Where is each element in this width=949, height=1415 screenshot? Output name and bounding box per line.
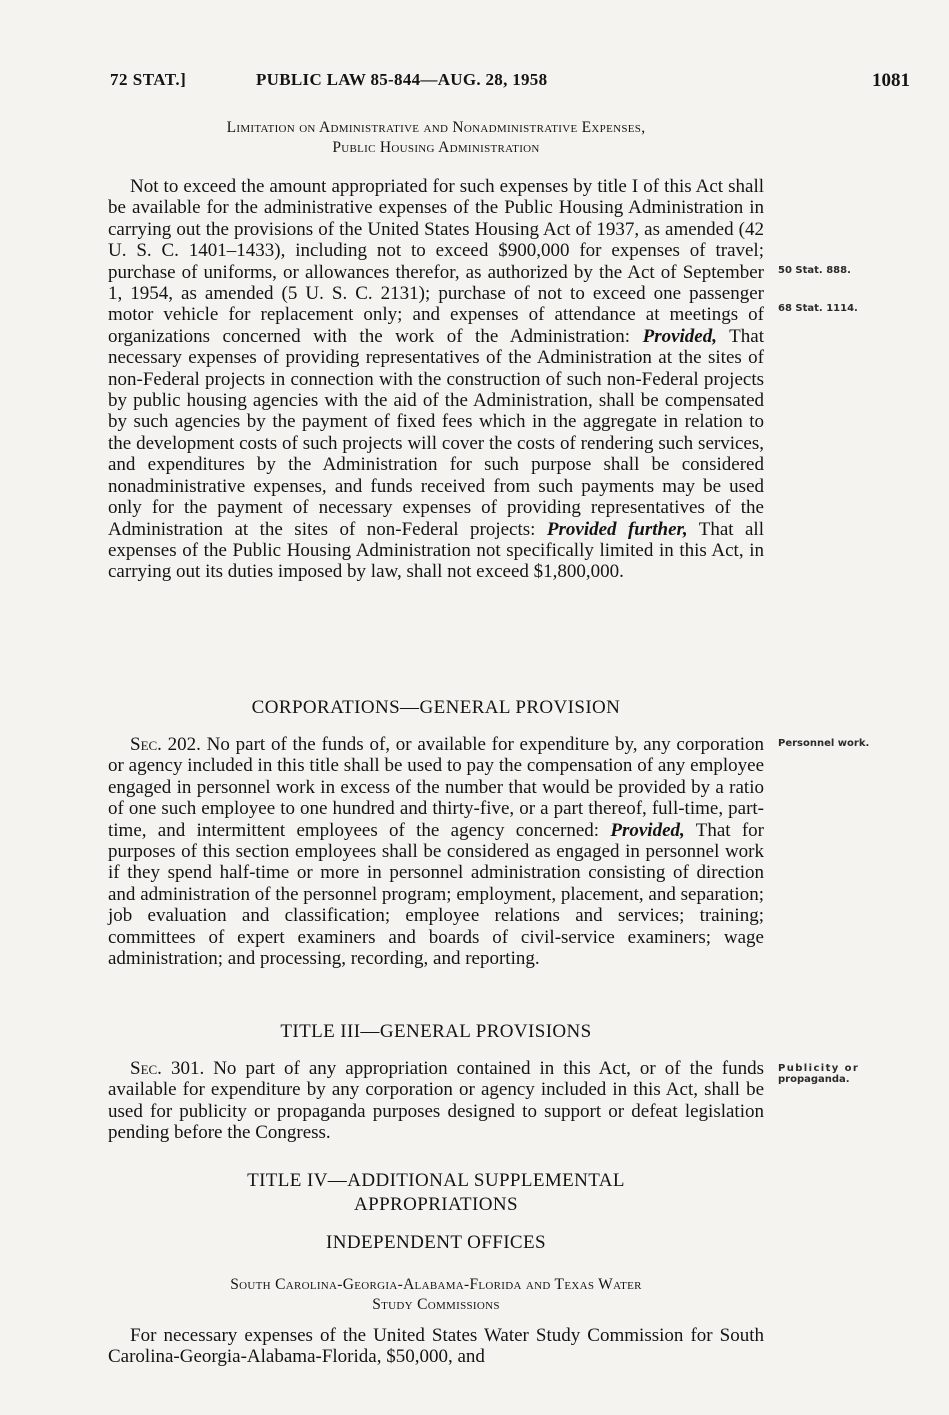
running-head: [110, 70, 910, 94]
paragraph-text: That all expenses of the Public Housing Administration not specifically limited in this Act, in carrying out its duties imposed by law, shall not exceed $1,800,000.: [108, 518, 764, 583]
body-paragraph: [108, 1325, 764, 1368]
section-title-iv: [108, 1169, 764, 1217]
section-heading: TITLE IV—ADDITIONAL SUPPLEMENTAL: [247, 1170, 625, 1191]
section-title-iii: [108, 1020, 764, 1044]
section-pha-expenses: [108, 118, 764, 158]
paragraph-text: That for purposes of this section employees shall be considered as engaged in personnel work if they spend half-time or more in personnel administration consisting of direction and administration of the personnel program; employment, placement, and separation; job evaluation and classification; employee relations and services; training; committees of expert examiners and boards of civil-service examiners; wage administration; and processing, recording, and reporting.: [108, 819, 764, 970]
paragraph-pha-expenses: [108, 176, 764, 583]
body-paragraph: [108, 176, 764, 583]
margin-note-line: Publicity or: [778, 1063, 860, 1074]
agency-heading-line: Study Commissions: [372, 1296, 500, 1313]
proviso-italic: Provided,: [610, 819, 685, 841]
body-paragraph: [108, 1058, 764, 1144]
paragraph-sec-202: [108, 734, 764, 969]
section-label: Sec. 202.: [130, 734, 201, 755]
subheading: INDEPENDENT OFFICES: [326, 1232, 546, 1253]
paragraph-text: No part of any appropriation contained in this Act, or of the funds available for expenditure by any corporation or agency included in this Act, shall be used for publicity or propaganda purposes designed to support or defeat legislation pending before the Congress.: [108, 1058, 765, 1144]
paragraph-text: Not to exceed the amount appropriated for such expenses by title I of this Act shall be available for the administrative expenses of the Public Housing Administration in carrying out the provisions of the United States Housing Act of 1937, as amended (42 U. S. C. 1401–1433), including not to exceed $900,000 for expenses of travel; purchase of uniforms, or allowances therefor, as authorized by the Act of September 1, 1954, as amended (5 U. S. C. 2131); purchase of not to exceed one passenger motor vehicle for replacement only; and expenses of attendance at meetings of organizations concerned with the work of the Administration:: [108, 176, 764, 347]
margin-note-line: propaganda.: [778, 1074, 850, 1085]
section-corporations: [108, 696, 764, 720]
margin-note: 50 Stat. 888.: [778, 265, 851, 276]
section-heading: APPROPRIATIONS: [354, 1194, 518, 1215]
volume-citation: 72 STAT.]: [110, 70, 187, 89]
margin-note: [778, 1063, 928, 1085]
proviso-italic: Provided,: [642, 325, 717, 347]
section-heading: Limitation on Administrative and Nonadministrative Expenses,: [226, 119, 646, 136]
paragraph-text: That necessary expenses of providing representatives of the Administration at the sites of non-Federal projects in connection with the construction of such non-Federal projects by public housing agencies with the aid of the Administration, shall be compensated by such agencies by the payment of fixed fees which in the aggregate in relation to the development costs of such projects will cover the costs of rendering such services, and expenditures by the Administration for such purpose shall be considered nonadministrative expenses, and funds received from such payments may be used only for the payment of necessary expenses of providing representatives of the Administration at the sites of non-Federal projects:: [108, 325, 764, 540]
paragraph-sec-301: [108, 1058, 764, 1144]
subheading-independent-offices: [108, 1231, 764, 1255]
section-heading: CORPORATIONS—GENERAL PROVISION: [251, 697, 621, 718]
body-paragraph: [108, 734, 764, 969]
law-title: PUBLIC LAW 85-844—AUG. 28, 1958: [256, 70, 548, 89]
paragraph-water-study: [108, 1325, 764, 1368]
margin-note: 68 Stat. 1114.: [778, 303, 858, 314]
section-label: Sec. 301.: [130, 1058, 205, 1079]
paragraph-text: No part of the funds of, or available for expenditure by, any corporation or agency included in this title shall be used to pay the compensation of any employee engaged in personnel work in excess of the number that would be provided by a ratio of one such employee to one hundred and thirty-five, or a part thereof, full-time, part-time, and intermittent employees of the agency concerned:: [108, 734, 765, 841]
agency-heading: [108, 1275, 764, 1315]
section-heading: Public Housing Administration: [332, 139, 540, 156]
paragraph-text: For necessary expenses of the United States Water Study Commission for South Carolina-Georgia-Alabama-Florida, $50,000, and: [108, 1325, 764, 1368]
agency-heading-line: South Carolina-Georgia-Alabama-Florida and Texas Water: [230, 1276, 642, 1293]
section-heading: TITLE III—GENERAL PROVISIONS: [280, 1021, 592, 1042]
page-number: 1081: [872, 70, 910, 91]
proviso-italic: Provided further,: [546, 518, 688, 540]
margin-note: Personnel work.: [778, 738, 870, 749]
